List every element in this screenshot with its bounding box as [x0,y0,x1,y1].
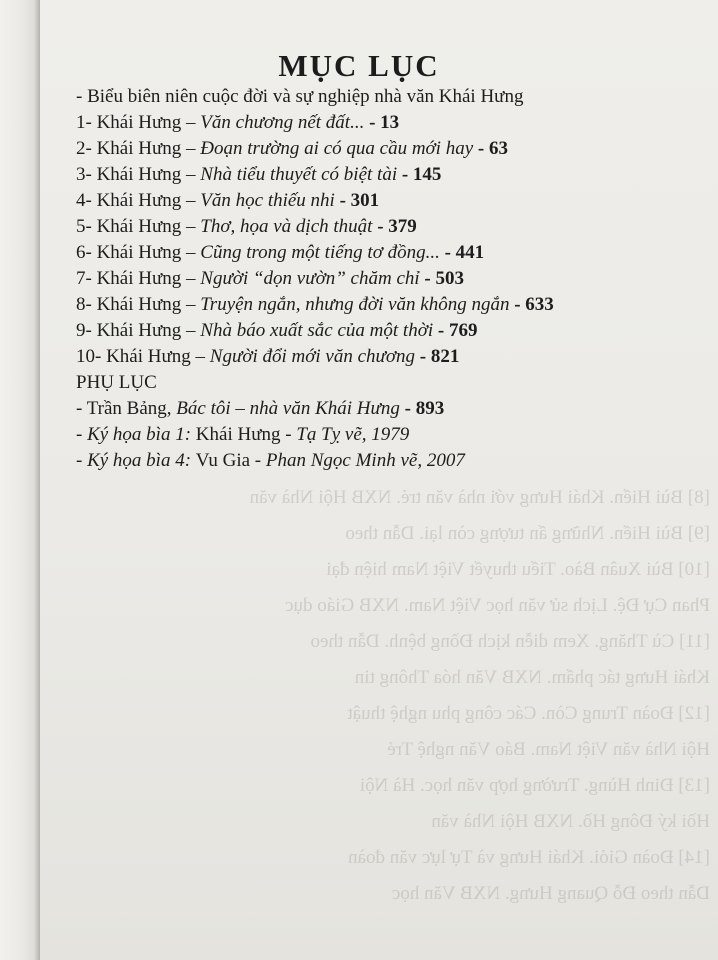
appendix-subject: Khái Hưng - [195,424,297,445]
toc-prefix: 4- Khái Hưng – [76,190,201,211]
toc-prefix: 8- Khái Hưng – [76,294,201,315]
toc-prefix: 5- Khái Hưng – [76,216,201,237]
toc-prefix: 9- Khái Hưng – [76,320,201,341]
toc-prefix: - [76,86,88,107]
page-title: MỤC LỤC [278,48,440,83]
appendix-credit: Phan Ngọc Minh vẽ, 2007 [265,450,465,471]
toc-page-number: - 503 [419,268,464,289]
toc-page-number: - 441 [439,242,485,263]
toc-entry [76,162,696,188]
toc-entry-chronology [76,84,696,110]
appendix-label: - Ký họa bìa 4: [76,450,196,471]
toc-page-number: - 13 [364,112,400,133]
toc-entry [76,136,696,162]
appendix-credit: Tạ Tỵ vẽ, 1979 [296,424,410,445]
toc-prefix: 7- Khái Hưng – [76,268,201,289]
toc-page-number: - 633 [509,294,554,315]
adjacent-page-edge [0,0,40,960]
toc-entry [76,318,696,344]
appendix-title: Bác tôi – nhà văn Khái Hưng [176,398,400,419]
toc-chapter-title: Văn chương nết đất... [200,112,365,133]
appendix-entry [76,448,696,474]
toc-entry [76,240,696,266]
appendix-prefix: - Trần Bảng, [76,398,177,419]
appendix-entry [76,422,696,448]
bleed-through-text: [8] Bùi Hiển. Khái Hưng với nhà văn trẻ. NXB Hội Nhà văn [9] Bùi Hiển. Những ấn tượng còn lại. Dẫn theo [10] Bùi Xuân Bào. Tiểu thuyết Việt Nam hiện đại Phan Cự Đệ. Lịch sử văn học Việt Nam. NXB Giáo dục [11] Cù Thăng. Xem diễn kịch Đồng bệnh. Dẫn theo Khái Hưng tác phẩm. NXB Văn hóa Thông tin [12] Đoàn Trung Còn. Các công phu nghệ thuật Hội Nhà văn Việt Nam. Báo Văn nghệ Trẻ [13] Đinh Hùng. Trường hợp văn học. Hà Nội Hồi ký Đông Hồ. NXB Hội Nhà văn [14] Đoàn Giỏi. Khái Hưng và Tự lực văn đoàn Dẫn theo Đỗ Quang Hưng. NXB Văn học [249,487,710,904]
appendix-entry [76,396,696,422]
toc-entry [76,292,696,318]
toc-page-number: - 63 [473,138,508,159]
toc-page-number: - 769 [433,320,478,341]
appendix-heading: PHỤ LỤC [76,372,157,393]
appendix-label: - Ký họa bìa 1: [76,424,196,445]
toc-chapter-title: Nhà tiểu thuyết có biệt tài [200,164,398,185]
toc-entry [76,344,696,370]
toc-prefix: 1- Khái Hưng – [76,112,201,133]
toc-prefix: 2- Khái Hưng – [76,138,201,159]
toc-page-number: - 301 [334,190,380,211]
toc-prefix: 10- Khái Hưng – [76,346,210,367]
toc-chapter-title: Truyện ngắn, nhưng đời văn không ngắn [200,294,510,315]
toc-text: Biểu biên niên cuộc đời và sự nghiệp nhà văn Khái Hưng [87,86,524,107]
toc-chapter-title: Văn học thiếu nhi [200,190,335,211]
toc-entry [76,188,696,214]
toc-chapter-title: Nhà báo xuất sắc của một thời [200,320,434,341]
toc-chapter-title: Đoạn trường ai có qua cầu mới hay [200,138,474,159]
toc-page-number: - 379 [372,216,417,237]
appendix-page-number: - 893 [399,398,445,419]
toc-entry [76,110,696,136]
toc-prefix: 3- Khái Hưng – [76,164,201,185]
toc-chapter-title: Thơ, họa và dịch thuật [200,216,373,237]
toc-page-number: - 145 [397,164,442,185]
toc-page-number: - 821 [415,346,460,367]
appendix-subject: Vu Gia - [195,450,266,471]
table-of-contents [76,84,696,474]
toc-entry [76,214,696,240]
toc-entry [76,266,696,292]
toc-prefix: 6- Khái Hưng – [76,242,201,263]
toc-chapter-title: Cũng trong một tiếng tơ đồng... [200,242,440,263]
toc-chapter-title: Người “dọn vườn” chăm chỉ [200,268,420,289]
toc-chapter-title: Người đổi mới văn chương [209,346,416,367]
